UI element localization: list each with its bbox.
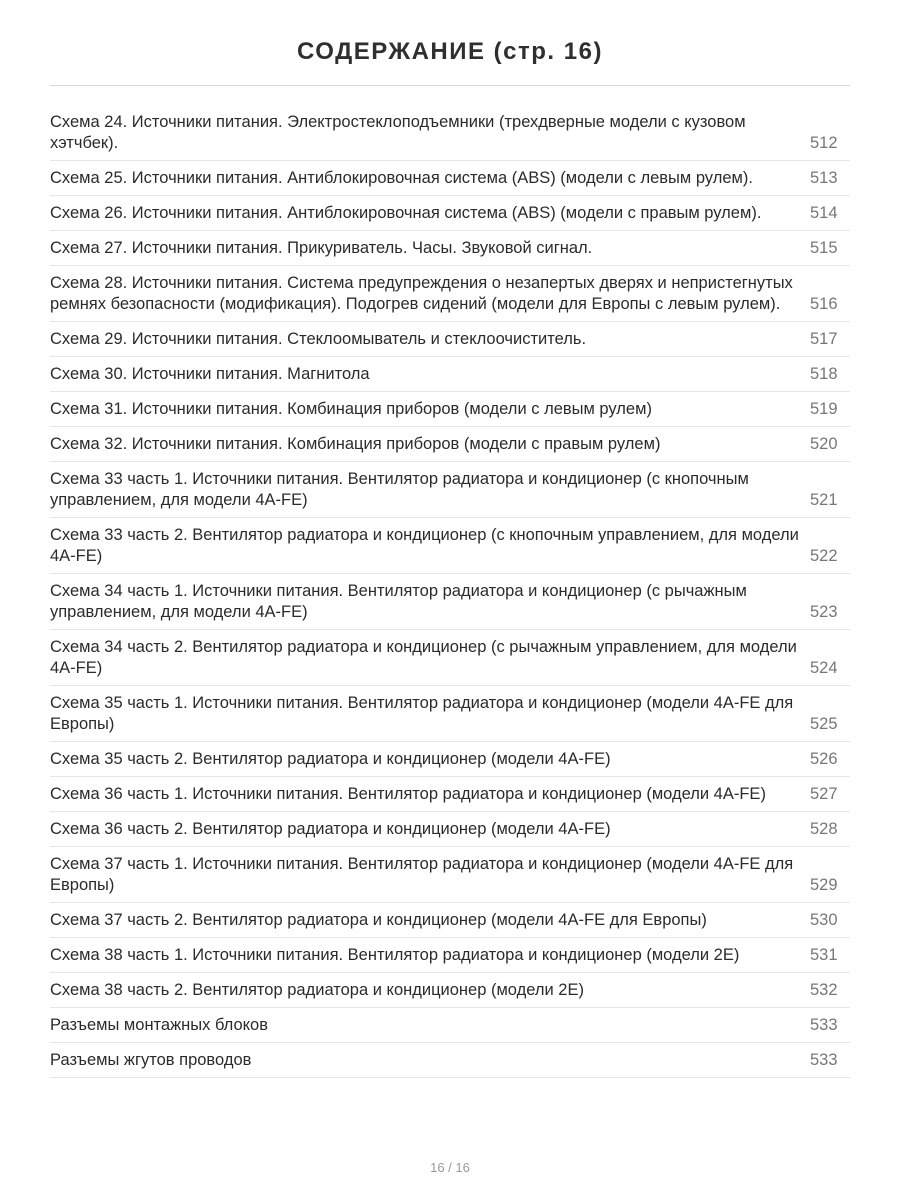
toc-entry-page-number: 521: [810, 491, 838, 509]
toc-entry-title: Схема 24. Источники питания. Электростеклоподъемники (трехдверные модели с кузовом хэтчбек).: [50, 113, 746, 152]
title-divider: [50, 85, 850, 86]
toc-entry[interactable]: [50, 812, 850, 847]
toc-entry[interactable]: [50, 847, 850, 903]
toc-entry-title: Схема 32. Источники питания. Комбинация приборов (модели с правым рулем): [50, 435, 661, 453]
toc-entry-title: Схема 31. Источники питания. Комбинация приборов (модели с левым рулем): [50, 400, 652, 418]
toc-entry[interactable]: [50, 357, 850, 392]
toc-entry-page-number: 520: [810, 435, 838, 453]
toc-entry[interactable]: [50, 1043, 850, 1078]
toc-entry-page-number: 529: [810, 876, 838, 894]
toc-entry-title: Схема 26. Источники питания. Антиблокировочная система (ABS) (модели с правым рулем).: [50, 204, 762, 222]
toc-entry-title: Схема 29. Источники питания. Стеклоомыватель и стеклоочиститель.: [50, 330, 587, 348]
toc-entry-page-number: 519: [810, 400, 838, 418]
toc-entry-page-number: 525: [810, 715, 838, 733]
toc-entry-page-number: 533: [810, 1016, 838, 1034]
toc-entry-page-number: 533: [810, 1051, 838, 1069]
toc-entry-title: Схема 37 часть 1. Источники питания. Вентилятор радиатора и кондиционер (модели 4A-FE для Европы): [50, 855, 794, 894]
toc-entry-title: Разъемы монтажных блоков: [50, 1016, 268, 1034]
toc-entry-page-number: 526: [810, 750, 838, 768]
toc-entry-title: Схема 34 часть 2. Вентилятор радиатора и кондиционер (с рычажным управлением, для модели 4A-FE): [50, 638, 797, 677]
toc-entry[interactable]: [50, 196, 850, 231]
toc-entry-title: Схема 38 часть 1. Источники питания. Вентилятор радиатора и кондиционер (модели 2E): [50, 946, 740, 964]
toc-entry-page-number: 512: [810, 134, 838, 152]
toc-entry[interactable]: [50, 686, 850, 742]
toc-entry-title: Схема 25. Источники питания. Антиблокировочная система (ABS) (модели с левым рулем).: [50, 169, 753, 187]
toc-entry[interactable]: [50, 231, 850, 266]
toc-entry-title: Схема 28. Источники питания. Система предупреждения о незапертых дверях и непристегнутых ремнях безопасности (модификация). Подогрев сидений (модели для Европы с левым рулем).: [50, 274, 793, 313]
toc-entry-page-number: 532: [810, 981, 838, 999]
toc-entry-title: Схема 33 часть 1. Источники питания. Вентилятор радиатора и кондиционер (с кнопочным управлением, для модели 4A-FE): [50, 470, 749, 509]
toc-entry-title: Схема 33 часть 2. Вентилятор радиатора и кондиционер (с кнопочным управлением, для модели 4A-FE): [50, 526, 799, 565]
toc-entry-page-number: 513: [810, 169, 838, 187]
toc-entry-title: Разъемы жгутов проводов: [50, 1051, 252, 1069]
toc-entry[interactable]: [50, 105, 850, 161]
toc-entry[interactable]: [50, 630, 850, 686]
toc-entry[interactable]: [50, 518, 850, 574]
toc-entry-page-number: 524: [810, 659, 838, 677]
toc-entry[interactable]: [50, 266, 850, 322]
toc-entry[interactable]: [50, 427, 850, 462]
toc-entry-title: Схема 36 часть 2. Вентилятор радиатора и кондиционер (модели 4A-FE): [50, 820, 611, 838]
toc-entry[interactable]: [50, 462, 850, 518]
toc-entry-title: Схема 27. Источники питания. Прикуриватель. Часы. Звуковой сигнал.: [50, 239, 593, 257]
toc-entry-page-number: 523: [810, 603, 838, 621]
page-number-footer: 16 / 16: [430, 1160, 470, 1175]
toc-entry[interactable]: [50, 973, 850, 1008]
toc-entry-title: Схема 35 часть 2. Вентилятор радиатора и кондиционер (модели 4A-FE): [50, 750, 611, 768]
toc-entry-page-number: 528: [810, 820, 838, 838]
toc-entry-title: Схема 37 часть 2. Вентилятор радиатора и кондиционер (модели 4A-FE для Европы): [50, 911, 707, 929]
toc-entry-page-number: 527: [810, 785, 838, 803]
toc-entry-title: Схема 36 часть 1. Источники питания. Вентилятор радиатора и кондиционер (модели 4A-FE): [50, 785, 766, 803]
toc-entry-page-number: 522: [810, 547, 838, 565]
toc-entry-page-number: 514: [810, 204, 838, 222]
table-of-contents: [50, 105, 850, 1078]
toc-entry[interactable]: [50, 777, 850, 812]
toc-entry[interactable]: [50, 161, 850, 196]
toc-entry[interactable]: [50, 392, 850, 427]
toc-entry[interactable]: [50, 903, 850, 938]
toc-entry[interactable]: [50, 574, 850, 630]
toc-entry-title: Схема 30. Источники питания. Магнитола: [50, 365, 370, 383]
toc-entry[interactable]: [50, 742, 850, 777]
toc-entry-page-number: 515: [810, 239, 838, 257]
toc-entry[interactable]: [50, 1008, 850, 1043]
toc-entry-page-number: 517: [810, 330, 838, 348]
toc-entry-title: Схема 35 часть 1. Источники питания. Вентилятор радиатора и кондиционер (модели 4A-FE для Европы): [50, 694, 794, 733]
page-title: СОДЕРЖАНИЕ (стр. 16): [297, 38, 603, 65]
toc-entry-page-number: 516: [810, 295, 838, 313]
toc-entry-page-number: 530: [810, 911, 838, 929]
toc-entry-page-number: 531: [810, 946, 838, 964]
toc-entry-title: Схема 38 часть 2. Вентилятор радиатора и кондиционер (модели 2E): [50, 981, 584, 999]
toc-entry[interactable]: [50, 938, 850, 973]
toc-entry-title: Схема 34 часть 1. Источники питания. Вентилятор радиатора и кондиционер (с рычажным управлением, для модели 4A-FE): [50, 582, 747, 621]
toc-entry-page-number: 518: [810, 365, 838, 383]
toc-entry[interactable]: [50, 322, 850, 357]
